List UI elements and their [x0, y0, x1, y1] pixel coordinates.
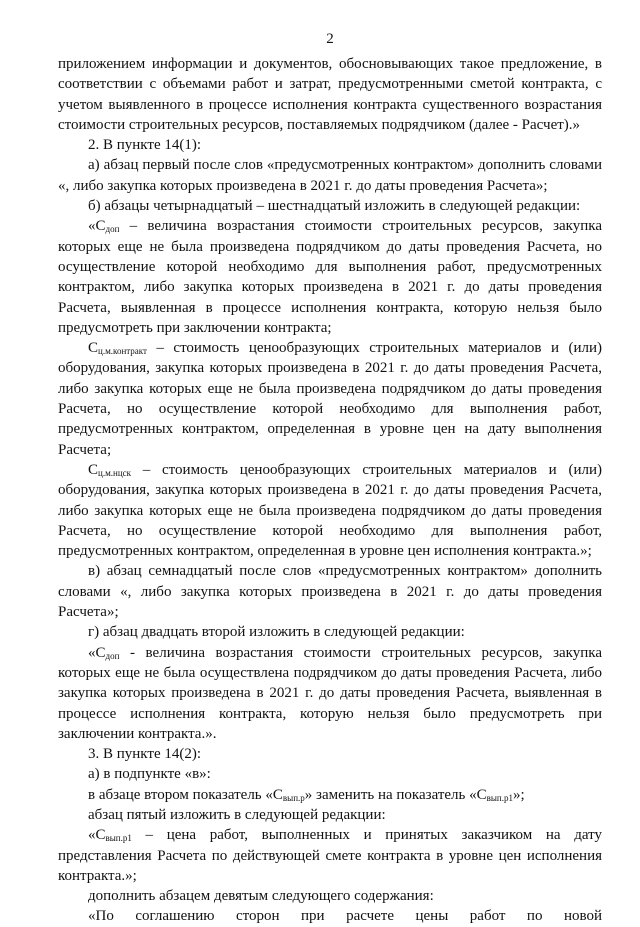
paragraph: «По соглашению сторон при расчете цены работ по новой: [88, 908, 602, 925]
paragraph: а) абзац первый после слов «предусмотренных контрактом» дополнить словами «, либо закупка которых произведена в 2021 г. до даты проведения Расчета»;: [58, 157, 602, 194]
paragraph: «$С_{доп}$ – величина возрастания стоимости строительных ресурсов, закупка которых еще не была произведена подрядчиком до даты проведения Расчета, но осуществление которой необходимо для выполнения работ, предусмотренных контрактом, либо закупка которых произведена в 2021 г. до даты проведения Расчета, выявленная в процессе исполнения контракта, которую нельзя было предусмотреть при заключении контракта;: [58, 218, 602, 336]
paragraph: $С_{ц.м.контракт}$ – стоимость ценообразующих строительных материалов и (или) оборудования, закупка которых произведена в 2021 г. до даты проведения Расчета, либо закупка которых еще не была произведена подрядчиком до даты проведения Расчета, но осуществление которой необходимо для выполнения работ, предусмотренных контрактом, определенная в уровне цен на дату выполнения Расчета;: [58, 340, 602, 458]
paragraph: дополнить абзацем девятым следующего содержания:: [88, 888, 434, 905]
paragraph: $С_{ц.м.нцск}$ – стоимость ценообразующих строительных материалов и (или) оборудования, закупка которых произведена в 2021 г. до даты проведения Расчета, либо закупка которых еще не была произведена подрядчиком до даты проведения Расчета, но осуществление которой необходимо для выполнения работ, предусмотренных контрактом, определенная в уровне цен исполнения контракта.»;: [58, 461, 602, 560]
paragraph: 2. В пункте 14(1):: [88, 137, 202, 154]
paragraph: а) в подпункте «в»:: [88, 766, 211, 783]
paragraph: «$С_{вып.р1}$ – цена работ, выполненных и принятых заказчиком на дату представления Расчета по действующей смете контракта в уровне цен исполнения контракта.»;: [58, 827, 602, 884]
document-body: [58, 54, 602, 927]
paragraph: 3. В пункте 14(2):: [88, 746, 202, 763]
paragraph: приложением информации и документов, обосновывающих такое предложение, в соответствии с объемами работ и затрат, предусмотренными сметой контракта, с учетом выявленного в процессе исполнения контракта существенного возрастания стоимости строительных ресурсов, поставляемых подрядчиком (далее - Расчет).»: [58, 56, 602, 133]
paragraph: «$С_{доп}$ - величина возрастания стоимости строительных ресурсов, закупка которых еще не была осуществлена подрядчиком до даты проведения Расчета, либо закупка которых произведена в 2021 г. до даты проведения Расчета, выявленная в процессе исполнения контракта, которую нельзя было предусмотреть при заключении контракта.».: [58, 644, 602, 742]
paragraph: г) абзац двадцать второй изложить в следующей редакции:: [88, 624, 465, 641]
paragraph: в абзаце втором показатель «$С_{вып.р}$» заменить на показатель «$С_{вып.р1}$»;: [88, 786, 525, 803]
paragraph: абзац пятый изложить в следующей редакции:: [88, 806, 386, 823]
paragraph: в) абзац семнадцатый после слов «предусмотренных контрактом» дополнить словами «, либо закупка которых произведена в 2021 г. до даты проведения Расчета»;: [58, 563, 602, 621]
paragraph: б) абзацы четырнадцатый – шестнадцатый изложить в следующей редакции:: [88, 198, 581, 215]
page-number: 2: [326, 31, 334, 47]
